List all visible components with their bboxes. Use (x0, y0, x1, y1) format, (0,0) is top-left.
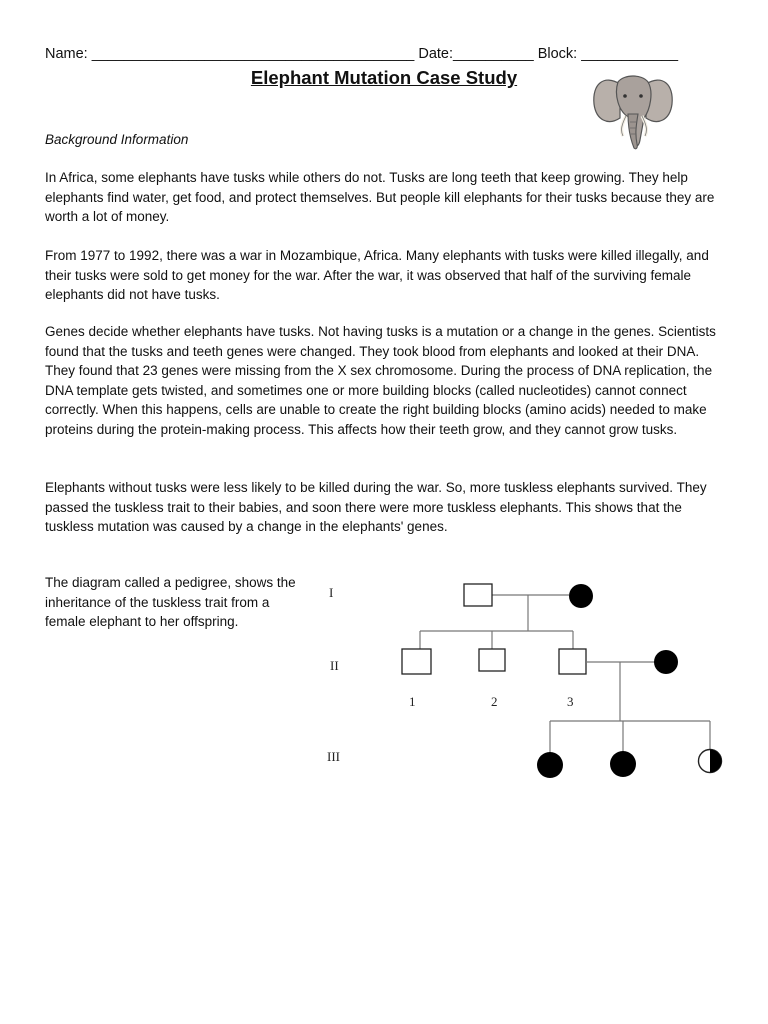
generation-label-2: II (330, 658, 339, 673)
individual-number-2: 2 (491, 694, 498, 709)
pedigree-affected-female-gen2 (654, 650, 678, 674)
block-blank[interactable]: ____________ (581, 46, 679, 62)
pedigree-affected-female-gen3-2 (610, 751, 636, 777)
student-info-header (45, 46, 725, 62)
pedigree-male-gen1 (464, 584, 492, 606)
elephant-head-icon (590, 70, 676, 152)
pedigree-male-gen2-2 (479, 649, 505, 671)
pedigree-male-gen2-3 (559, 649, 586, 674)
paragraph-mozambique-war: From 1977 to 1992, there was a war in Mozambique, Africa. Many elephants with tusks were killed illegally, and their tusks were sold to get money for the war. After the war, it was observed that half of the surviving female elephants did not have tusks. (45, 248, 709, 302)
block-label: Block: (537, 46, 578, 62)
paragraph-survival: Elephants without tusks were less likely to be killed during the war. So, more tuskless elephants survived. They passed the tuskless trait to their babies, and soon there were more tuskless elephants. This shows that the tuskless mutation was caused by a change in the elephants' genes. (45, 480, 707, 534)
pedigree-diagram (310, 565, 750, 795)
individual-number-1: 1 (409, 694, 416, 709)
pedigree-caption: The diagram called a pedigree, shows the inheritance of the tuskless trait from a female elephant to her offspring. (45, 575, 296, 629)
paragraph-tusks-intro: In Africa, some elephants have tusks while others do not. Tusks are long teeth that keep growing. They help elephants find water, get food, and protect themselves. But people kill elephants for their tusks because they are worth a lot of money. (45, 170, 715, 224)
pedigree-affected-female-gen3-1 (537, 752, 563, 778)
name-label: Name: (45, 46, 88, 62)
pedigree-affected-female-gen1 (569, 584, 593, 608)
pedigree-carrier-female-gen3 (699, 750, 722, 773)
generation-label-3: III (327, 749, 340, 764)
date-label: Date: (418, 46, 454, 62)
individual-number-3: 3 (567, 694, 574, 709)
section-label-background: Background Information (45, 132, 189, 147)
paragraph-genes: Genes decide whether elephants have tusks. Not having tusks is a mutation or a change in the genes. Scientists found that the tusks and teeth genes were changed. They took blood from elephants and looked at their DNA. They found that 23 genes were missing from the X sex chromosome. During the process of DNA replication, the DNA template gets twisted, and sometimes one or more building blocks (called nucleotides) cannot connect correctly. When this happens, cells are unable to create the right building blocks (amino acids) needed to make proteins during the protein-making process. This affects how their teeth grow, and they cannot grow tusks. (45, 324, 716, 437)
page-title: Elephant Mutation Case Study (250, 67, 518, 88)
generation-label-1: I (329, 585, 334, 600)
pedigree-male-gen2-1 (402, 649, 431, 674)
name-blank[interactable]: ________________________________________ (91, 46, 415, 62)
date-blank[interactable]: __________ (453, 46, 534, 62)
